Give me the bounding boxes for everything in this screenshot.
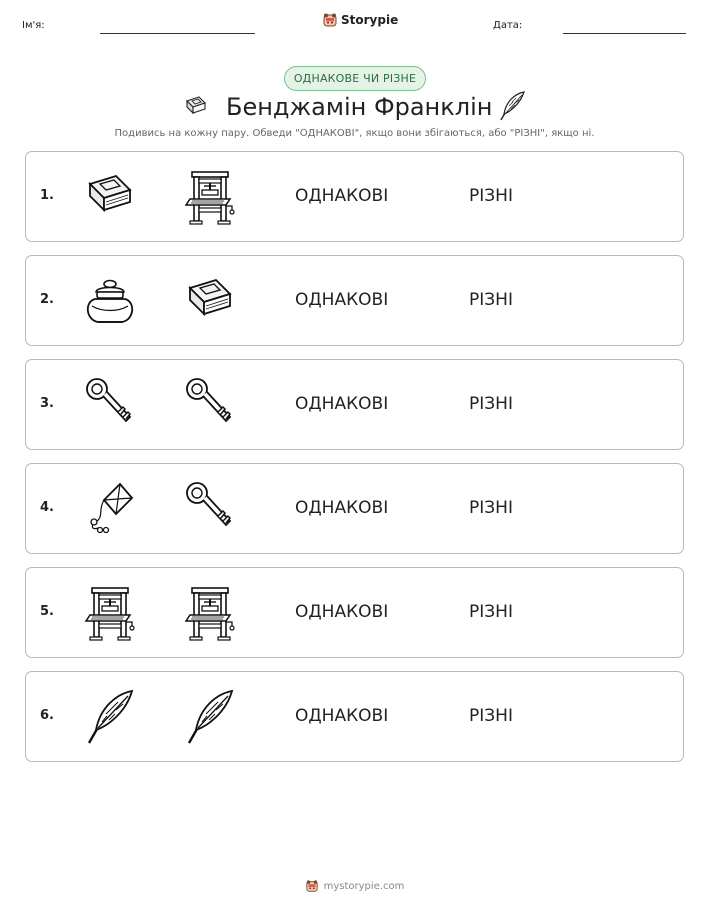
page-title: Бенджамін Франклін (226, 93, 493, 121)
storypie-logo (322, 12, 398, 28)
question-number: 4. (40, 500, 54, 515)
book-icon (82, 168, 138, 226)
question-number: 3. (40, 396, 54, 411)
key-icon (182, 376, 238, 434)
kite-icon (82, 480, 138, 538)
answer-same-option[interactable]: ОДНАКОВІ (295, 394, 389, 414)
answer-same-option[interactable]: ОДНАКОВІ (295, 498, 389, 518)
quill-icon (498, 90, 528, 126)
question-number: 5. (40, 604, 54, 619)
date-label: Дата: (493, 20, 523, 31)
answer-same-option[interactable]: ОДНАКОВІ (295, 290, 389, 310)
question-row (25, 671, 684, 762)
printing-press-icon (182, 584, 238, 642)
question-row (25, 151, 684, 242)
question-row (25, 255, 684, 346)
printing-press-icon (182, 168, 238, 226)
answer-same-option[interactable]: ОДНАКОВІ (295, 706, 389, 726)
name-field[interactable] (100, 33, 255, 34)
answer-different-option[interactable]: РІЗНІ (469, 394, 513, 414)
question-number: 1. (40, 188, 54, 203)
storypie-mascot-icon (305, 879, 319, 893)
book-icon (184, 94, 208, 122)
question-row (25, 359, 684, 450)
answer-different-option[interactable]: РІЗНІ (469, 186, 513, 206)
question-row (25, 567, 684, 658)
answer-different-option[interactable]: РІЗНІ (469, 602, 513, 622)
answer-different-option[interactable]: РІЗНІ (469, 498, 513, 518)
answer-different-option[interactable]: РІЗНІ (469, 290, 513, 310)
jar-icon (82, 272, 138, 330)
footer (0, 879, 709, 893)
brand-name: Storypie (341, 13, 399, 27)
printing-press-icon (82, 584, 138, 642)
key-icon (182, 480, 238, 538)
quill-icon (182, 688, 238, 746)
name-label: Ім'я: (22, 20, 45, 31)
storypie-mascot-icon (322, 12, 338, 28)
instructions: Подивись на кожну пару. Обведи "ОДНАКОВІ", якщо вони збігаються, або "РІЗНІ", якщо ні. (114, 128, 595, 139)
title-row (0, 90, 709, 128)
footer-site-link[interactable]: mystorypie.com (323, 880, 405, 892)
book-icon (182, 272, 238, 330)
answer-same-option[interactable]: ОДНАКОВІ (295, 602, 389, 622)
question-number: 2. (40, 292, 54, 307)
answer-same-option[interactable]: ОДНАКОВІ (295, 186, 389, 206)
question-number: 6. (40, 708, 54, 723)
quill-icon (82, 688, 138, 746)
question-row (25, 463, 684, 554)
answer-different-option[interactable]: РІЗНІ (469, 706, 513, 726)
date-field[interactable] (563, 33, 686, 34)
worksheet-type-badge: ОДНАКОВЕ ЧИ РІЗНЕ (284, 66, 426, 91)
key-icon (82, 376, 138, 434)
